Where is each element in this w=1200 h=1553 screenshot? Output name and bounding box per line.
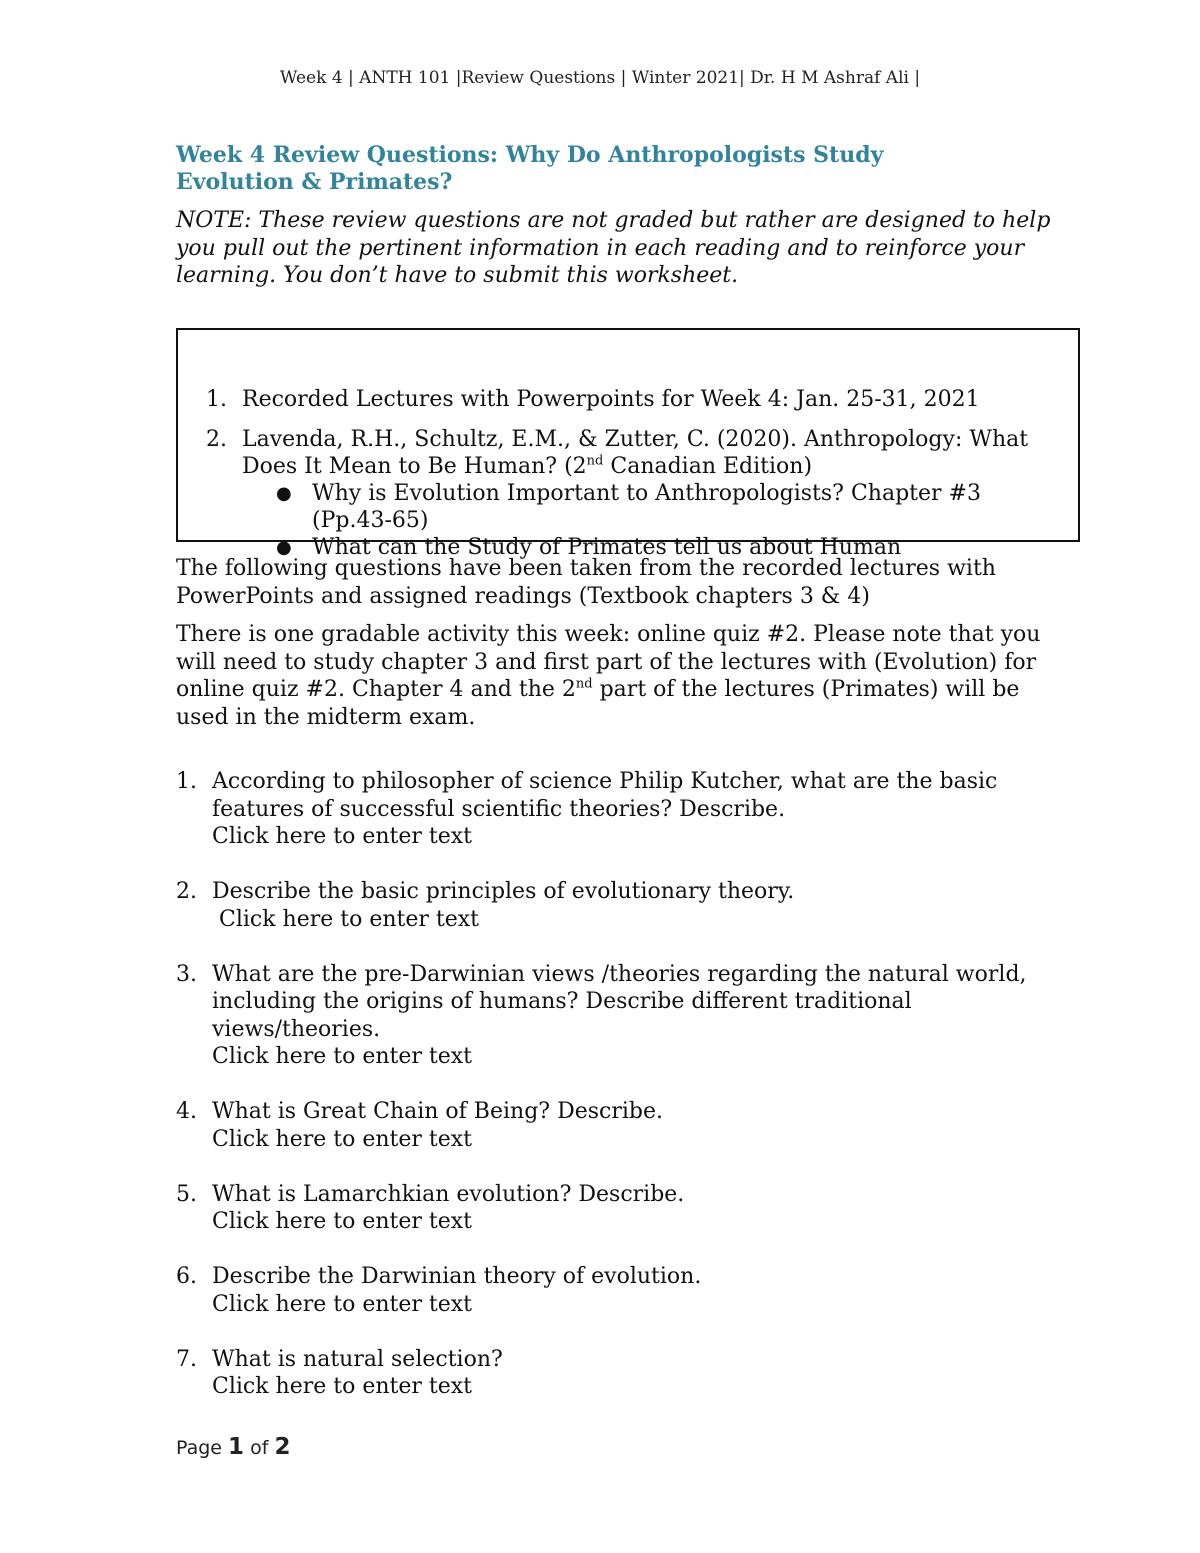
bullet-icon: ● <box>276 483 292 504</box>
subitem-text: What can the Study of Primates tell us about Human <box>312 535 902 560</box>
page-number: 1 <box>228 1434 245 1460</box>
question-text: What is natural selection? <box>212 1346 503 1372</box>
ordinal-superscript: nd <box>575 676 593 692</box>
of-word: of <box>250 1437 269 1459</box>
bullet-icon: ● <box>276 537 292 558</box>
question-number: 5. <box>176 1181 197 1207</box>
running-header: Week 4 | ANTH 101 |Review Questions | Winter 2021| Dr. H M Ashraf Ali | <box>279 68 921 88</box>
question-text: What is Great Chain of Being? Describe. <box>212 1099 663 1124</box>
title-line-2: Evolution & Primates? <box>176 169 453 195</box>
page-total: 2 <box>274 1434 291 1460</box>
question-item <box>176 768 1056 851</box>
question-text: Describe the Darwinian theory of evolution. <box>212 1264 702 1289</box>
question-item <box>176 878 1056 933</box>
reading-text: Recorded Lectures with Powerpoints for Week 4: Jan. 25-31, 2021 <box>242 387 980 412</box>
reading-item <box>178 426 1038 561</box>
answer-field[interactable]: Click here to enter text <box>212 906 480 932</box>
answer-field[interactable]: Click here to enter text <box>212 1374 473 1399</box>
question-number: 1. <box>176 769 197 794</box>
question-item <box>176 961 1056 1071</box>
readings-list <box>178 386 1038 574</box>
questions-list <box>176 768 1056 1428</box>
intro-paragraph: The following questions have been taken from the recorded lectures with PowerPoints and assigned readings (Textbook chapters 3 & 4) <box>176 556 996 609</box>
answer-field[interactable]: Click here to enter text <box>212 1209 473 1234</box>
question-item <box>176 1181 1056 1236</box>
question-number: 2. <box>176 879 197 904</box>
question-number: 6. <box>176 1264 197 1289</box>
title-line-1: Week 4 Review Questions: Why Do Anthropologists Study <box>176 142 884 168</box>
reading-item <box>178 386 1038 413</box>
page-word: Page <box>176 1437 222 1459</box>
question-text: Describe the basic principles of evolutionary theory. <box>212 879 795 904</box>
reading-number: 2. <box>206 427 227 452</box>
question-item <box>176 1098 1056 1153</box>
question-number: 7. <box>176 1346 197 1372</box>
question-number: 4. <box>176 1099 197 1124</box>
reading-text: Lavenda, R.H., Schultz, E.M., & Zutter, C. (2020). Anthropology: What Does It Mean to Be Human? (2 <box>242 427 1029 479</box>
page-footer <box>176 1434 291 1460</box>
reading-subitem <box>178 480 1038 534</box>
question-text: What are the pre-Darwinian views /theories regarding the natural world, including the origins of humans? Describe different traditional views/theories. <box>212 961 1027 1042</box>
question-item <box>176 1346 1056 1401</box>
note-paragraph: NOTE: These review questions are not graded but rather are designed to help you pull out the pertinent information in each reading and to reinforce your learning. You don’t have to submit this worksheet. <box>176 208 1051 288</box>
subitem-text: Why is Evolution Important to Anthropologists? Chapter #3 (Pp.43-65) <box>312 481 981 533</box>
answer-field[interactable]: Click here to enter text <box>212 1126 473 1152</box>
gradable-activity-paragraph <box>176 621 1056 731</box>
question-text: According to philosopher of science Philip Kutcher, what are the basic features of successful scientific theories? Describe. <box>212 769 998 822</box>
answer-field[interactable]: Click here to enter text <box>212 1044 473 1069</box>
answer-field[interactable]: Click here to enter text <box>212 1291 473 1317</box>
question-item <box>176 1263 1056 1318</box>
reading-number: 1. <box>206 387 227 412</box>
question-number: 3. <box>176 961 197 987</box>
ordinal-superscript: nd <box>586 453 604 469</box>
activity-text: There is one gradable activity this week: online quiz #2. Please note that you will need to study chapter 3 and first part of the lectures with (Evolution) for online quiz #2. Chapter 4 and the 2 <box>176 622 1041 702</box>
reading-sublist <box>242 480 1038 561</box>
page-title <box>176 142 1036 196</box>
question-text: What is Lamarchkian evolution? Describe. <box>212 1181 685 1207</box>
readings-box <box>176 328 1080 560</box>
reading-text-end: Canadian Edition) <box>603 454 813 479</box>
answer-field[interactable]: Click here to enter text <box>212 824 473 849</box>
activity-text-end: part of the lectures (Primates) will be used in the midterm exam. <box>176 677 1020 730</box>
